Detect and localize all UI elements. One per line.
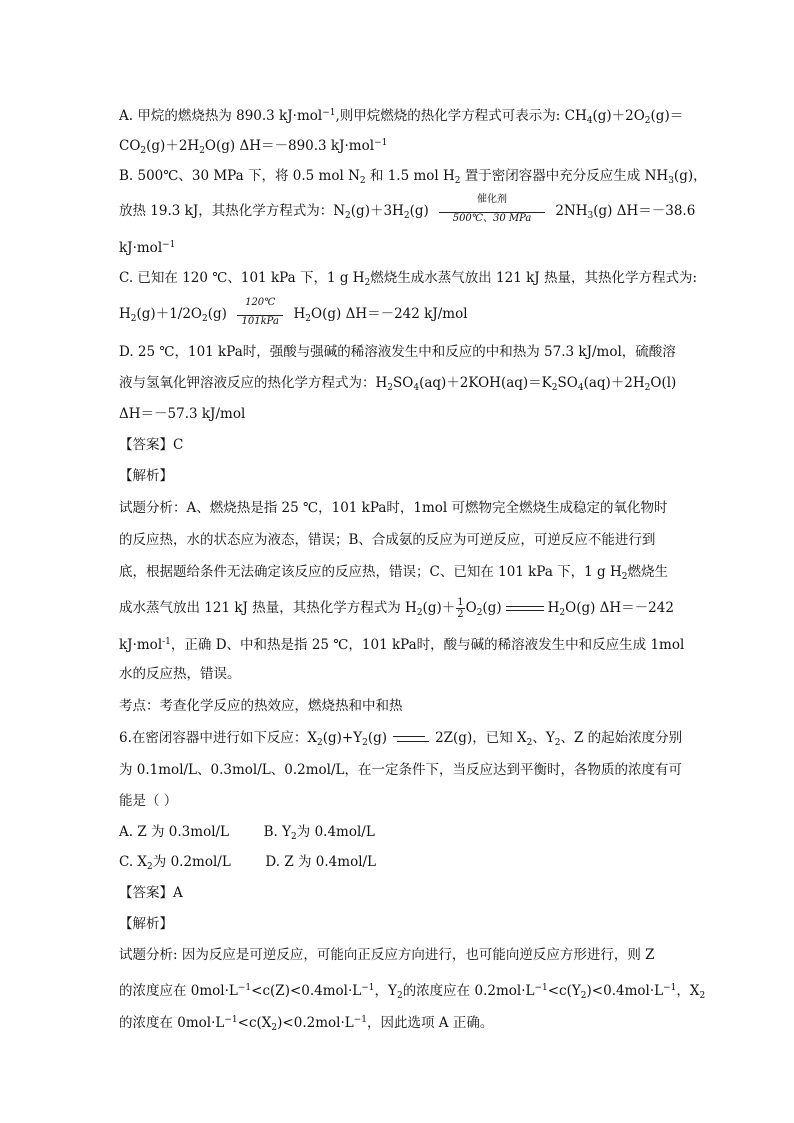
- condition-label: 500℃、30 MPa: [452, 212, 532, 224]
- option-d-line1: D. 25 ℃，101 kPa时，强酸与强碱的稀溶液发生中和反应的中和热为 57.3 kJ/mol，硫酸溶: [119, 344, 676, 360]
- reversible-arrow: [393, 734, 429, 744]
- option-c: C. $X_2$为 0.2mol/L: [119, 854, 231, 872]
- option-d-line2: 液与氢氧化钾溶液反应的热化学方程式为：$H_2SO_4(aq)+2KOH(aq)=K_2SO_4(aq)+2H_2O(l)$: [119, 375, 677, 393]
- analysis-label: 【解析】: [119, 916, 173, 932]
- analysis-label: 【解析】: [119, 468, 173, 484]
- analysis-line: 的反应热，水的状态应为液态，错误；B、合成氨的反应为可逆反应，可逆反应不能进行到: [119, 532, 656, 548]
- option-a: A. Z 为 0.3mol/L: [119, 824, 230, 840]
- option-b-line2: 放热 19.3 kJ，其热化学方程式为：$N_2(g)+3H_2(g)$ 催化剂 500℃、30 MPa $2NH_3(g)$ ΔH＝－38.6: [119, 193, 696, 224]
- option-d-line3: ΔH＝－57.3 kJ/mol: [119, 406, 246, 422]
- option-b: B. $Y_2$为 0.4mol/L: [263, 824, 375, 842]
- question-6-line3: 能是（ ）: [119, 793, 178, 809]
- equals-arrow: [506, 604, 544, 614]
- answer-label: 【答案】C: [119, 437, 184, 453]
- analysis-line: 的浓度应在 $0mol\cdot L^{-1}<c(Z)<0.4mol\cdot L^{-1}$，$Y_2$的浓度应在 $0.2mol\cdot L^{-1}<c(Y_2)<0.4mol\cdot L^{-1}$，$X_2$: [119, 983, 706, 1001]
- temperature-label: 120℃: [245, 296, 276, 308]
- analysis-line: 成水蒸气放出 121 kJ 热量，其热化学方程式为 $H_2(g)+$ $\frac{1}{2}$ $O_2(g)$ $H_2O(g)$ ΔH＝－242: [119, 597, 674, 620]
- option-c-line1: C. 已知在 120 ℃、101 kPa 下，1 g $H_2$燃烧生成水蒸气放出 121 kJ 热量，其热化学方程式为:: [119, 270, 698, 288]
- option-b-line1: B. 500℃、30 MPa 下，将 0.5 mol $N_2$ 和 1.5 mol $H_2$ 置于密闭容器中充分反应生成 $NH_3(g)$，: [119, 168, 707, 186]
- option-b-line3: kJ·mol$^{-1}$: [119, 240, 176, 256]
- option-a-line2: $CO_2(g)+2H_2O(g)$ ΔH＝－890.3 kJ·mol$^{-1}$: [119, 138, 388, 156]
- analysis-line: 的浓度在 $0mol\cdot L^{-1}<c(X_2)<0.2mol\cdot L^{-1}$，因此选项 A 正确。: [119, 1015, 494, 1033]
- option-d: D. Z 为 0.4mol/L: [265, 854, 377, 870]
- question-6-line2: 为 0.1mol/L、0.3mol/L、0.2mol/L，在一定条件下，当反应达到平衡时，各物质的浓度有可: [119, 762, 682, 778]
- analysis-line: 底，根据题给条件无法确定该反应的反应热，错误；C、已知在 101 kPa 下，1 g $H_2$燃烧生: [119, 564, 668, 582]
- pressure-label: 101kPa: [241, 315, 279, 327]
- options-row-cd: [119, 853, 376, 876]
- analysis-line: 试题分析：A、燃烧热是指 25 ℃，101 kPa时，1mol 可燃物完全燃烧生成稳定的氧化物时: [119, 500, 668, 516]
- analysis-line: 水的反应热，错误。: [119, 666, 241, 682]
- one-half-fraction: $\frac{1}{2}$: [457, 597, 464, 620]
- answer-label: 【答案】A: [119, 885, 183, 901]
- condition-reaction-arrow: [237, 296, 283, 327]
- catalyst-reaction-arrow: [439, 193, 545, 224]
- option-c-line2: $H_2(g)+1/2O_2(g)$ 120℃ 101kPa $H_2O(g)$ ΔH＝－242 kJ/mol: [119, 296, 468, 327]
- option-a-line1: A. 甲烷的燃烧热为 890.3 kJ·mol$^{-1}$,则甲烷燃烧的热化学方程式可表示为: $CH_4(g)+2O_2(g)=$: [119, 108, 684, 126]
- kaodian-line: 考点：考查化学反应的热效应，燃烧热和中和热: [119, 698, 403, 714]
- analysis-line: kJ·mol$^{-1}$，正确 D、中和热是指 25 ℃，101 kPa时，酸与碱的稀溶液发生中和反应生成 1mol: [119, 637, 685, 653]
- options-row-ab: [119, 823, 375, 846]
- analysis-line: 试题分析: 因为反应是可逆反应，可能向正反应方向进行，也可能向逆反应方形进行，则 Z: [119, 947, 655, 963]
- catalyst-label: 催化剂: [477, 193, 508, 205]
- question-6-line1: 6.在密闭容器中进行如下反应：$X_2(g)+Y_2(g)$ 2Z(g)，已知 $X_2$、$Y_2$、Z 的起始浓度分别: [119, 730, 683, 748]
